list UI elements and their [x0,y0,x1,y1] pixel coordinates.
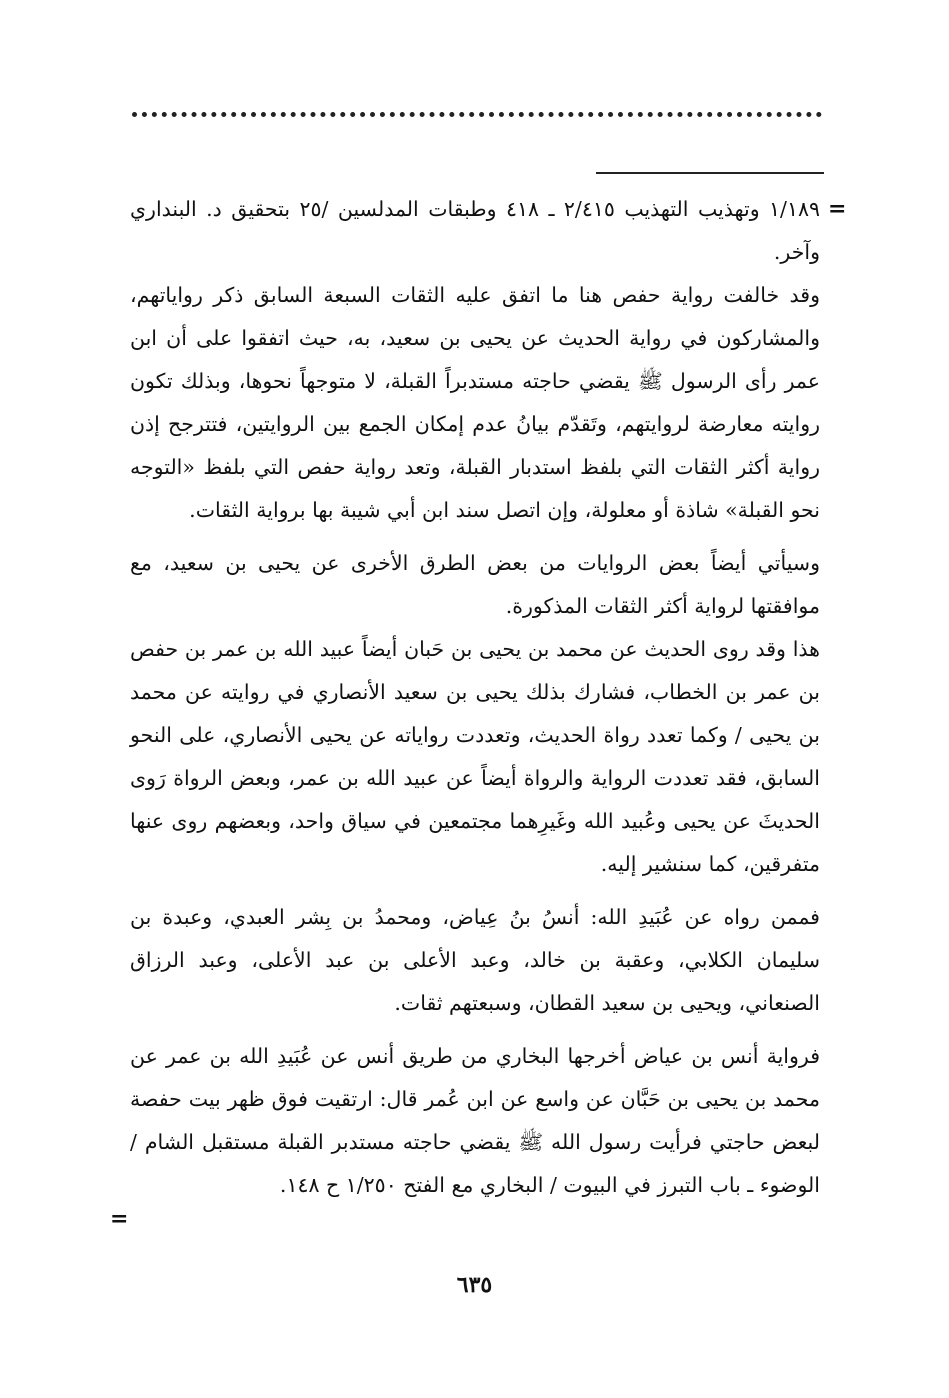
continuation-mark-bottom: = [110,1206,129,1232]
paragraph-anas-narration: فرواية أنس بن عياض أخرجها البخاري من طريق أنس عن عُبَيدِ الله بن عمر عن محمد بن يحيى بن حَبَّان عن واسع عن ابن عُمر قال: ارتقيت فوق ظهر بيت حفصة لبعض حاجتي فرأيت رسول الله ﷺ يقضي حاجته مستدبر القبلة مستقبل الشام / الوضوء ـ باب التبرز في البيوت / البخاري مع الفتح ١/٢٥٠ ح ١٤٨. [130,1044,820,1197]
footnote-body [130,188,820,1207]
paragraph-ubaidullah-narration: هذا وقد روى الحديث عن محمد بن يحيى بن حَبان أيضاً عبيد الله بن عمر بن حفص بن عمر بن الخطاب، فشارك بذلك يحيى بن سعيد الأنصاري في روايته عن محمد بن يحيى / وكما تعدد رواة الحديث، وتعددت رواياته عن يحيى الأنصاري، على النحو السابق، فقد تعددت الرواية والرواة أيضاً عن عبيد الله بن عمر، وبعض الرواة رَوى الحديثَ عن يحيى وعُبيد الله وغَيرِهما مجتمعين في سياق واحد، وبعضهم روى عنها متفرقين، كما سنشير إليه. [130,637,820,876]
page-number: ٦٣٥ [456,1272,493,1298]
dotted-separator [132,112,822,117]
footnote-rule [596,172,824,174]
paragraph-other-narrations: وسيأتي أيضاً بعض الروايات من بعض الطرق الأخرى عن يحيى بن سعيد، مع موافقتها لرواية أكثر الثقات المذكورة. [130,551,820,618]
continuation-mark-top: = [828,196,847,222]
footnote-reference-line: ١/١٨٩ وتهذيب التهذيب ٢/٤١٥ ـ ٤١٨ وطبقات المدلسين /٢٥ بتحقيق د. البنداري وآخر. [130,197,820,264]
paragraph-narrators-list: فممن رواه عن عُبَيدِ الله: أنسُ بنُ عِياض، ومحمدُ بن بِشر العبدي، وعبدة بن سليمان الكلابي، وعقبة بن خالد، وعبد الأعلى بن عبد الأعلى، وعبد الرزاق الصنعاني، ويحيى بن سعيد القطان، وسبعتهم ثقات. [130,905,820,1015]
paragraph-hafs-discrepancy: وقد خالفت رواية حفص هنا ما اتفق عليه الثقات السبعة السابق ذكر رواياتهم، والمشاركون في رواية الحديث عن يحيى بن سعيد، به، حيث اتفقوا على أن ابن عمر رأى الرسول ﷺ يقضي حاجته مستدبراً القبلة، لا متوجهاً نحوها، وبذلك تكون روايته معارضة لروايتهم، وتَقدّم بيانُ عدم إمكان الجمع بين الروايتين، فتترجح إذن رواية أكثر الثقات التي بلفظ استدبار القبلة، وتعد رواية حفص التي بلفظ «التوجه نحو القبلة» شاذة أو معلولة، وإن اتصل سند ابن أبي شيبة بها برواية الثقات. [130,283,820,522]
